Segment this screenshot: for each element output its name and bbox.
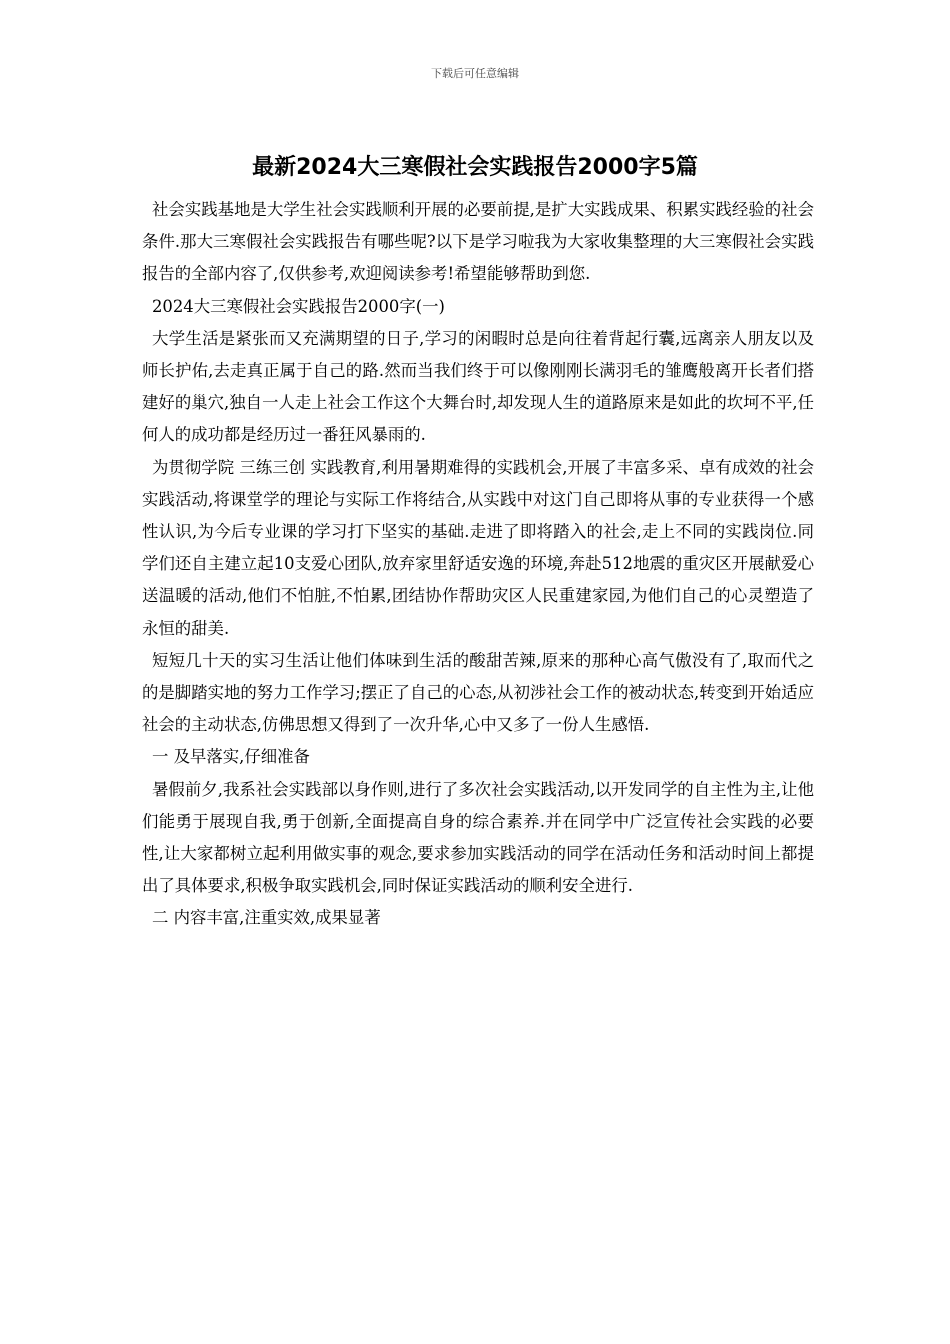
body-paragraph: 短短几十天的实习生活让他们体味到生活的酸甜苦辣,原来的那种心高气傲没有了,取而代之的是脚踏实地的努力工作学习;摆正了自己的心态,从初涉社会工作的被动状态,转变到开始适应社会的主动状态,仿佛思想又得到了一次升华,心中又多了一份人生感悟. xyxy=(142,650,814,735)
body-paragraph: 为贯彻学院 三练三创 实践教育,利用暑期难得的实践机会,开展了丰富多采、卓有成效的社会实践活动,将课堂学的理论与实际工作将结合,从实践中对这门自己即将从事的专业获得一个感性认识,为今后专业课的学习打下坚实的基础.走进了即将踏入的社会,走上不同的实践岗位.同学们还自主建立起10支爱心团队,放弃家里舒适安逸的环境,奔赴512地震的重灾区开展献爱心送温暖的活动,他们不怕脏,不怕累,团结协作帮助灾区人民重建家园,为他们自己的心灵塑造了永恒的甜美. xyxy=(142,457,814,638)
body-paragraph: 暑假前夕,我系社会实践部以身作则,进行了多次社会实践活动,以开发同学的自主性为主,让他们能勇于展现自我,勇于创新,全面提高自身的综合素养.并在同学中广泛宣传社会实践的必要性,让大家都树立起利用做实事的观念,要求参加实践活动的同学在活动任务和活动时间上都提出了具体要求,积极争取实践机会,同时保证实践活动的顺利安全进行. xyxy=(142,779,814,896)
intro-paragraph: 社会实践基地是大学生社会实践顺利开展的必要前提,是扩大实践成果、积累实践经验的社会条件.那大三寒假社会实践报告有哪些呢?以下是学习啦我为大家收集整理的大三寒假社会实践报告的全部内容了,仅供参考,欢迎阅读参考!希望能够帮助到您. xyxy=(142,200,814,284)
body-paragraph: 大学生活是紧张而又充满期望的日子,学习的闲暇时总是向往着背起行囊,远离亲人朋友以及师长护佑,去走真正属于自己的路.然而当我们终于可以像刚刚长满羽毛的雏鹰般离开长者们搭建好的巢穴,独自一人走上社会工作这个大舞台时,却发现人生的道路原来是如此的坎坷不平,任何人的成功都是经历过一番狂风暴雨的. xyxy=(142,328,814,445)
header-note: 下载后可任意编辑 xyxy=(431,67,519,80)
document-body xyxy=(142,194,814,935)
document-title: 最新2024大三寒假社会实践报告2000字5篇 xyxy=(252,155,698,180)
subheading-2: 二 内容丰富,注重实效,成果显著 xyxy=(152,908,381,928)
subheading-1: 一 及早落实,仔细准备 xyxy=(152,747,310,767)
section-heading-report-1: 2024大三寒假社会实践报告2000字(一) xyxy=(152,296,445,316)
